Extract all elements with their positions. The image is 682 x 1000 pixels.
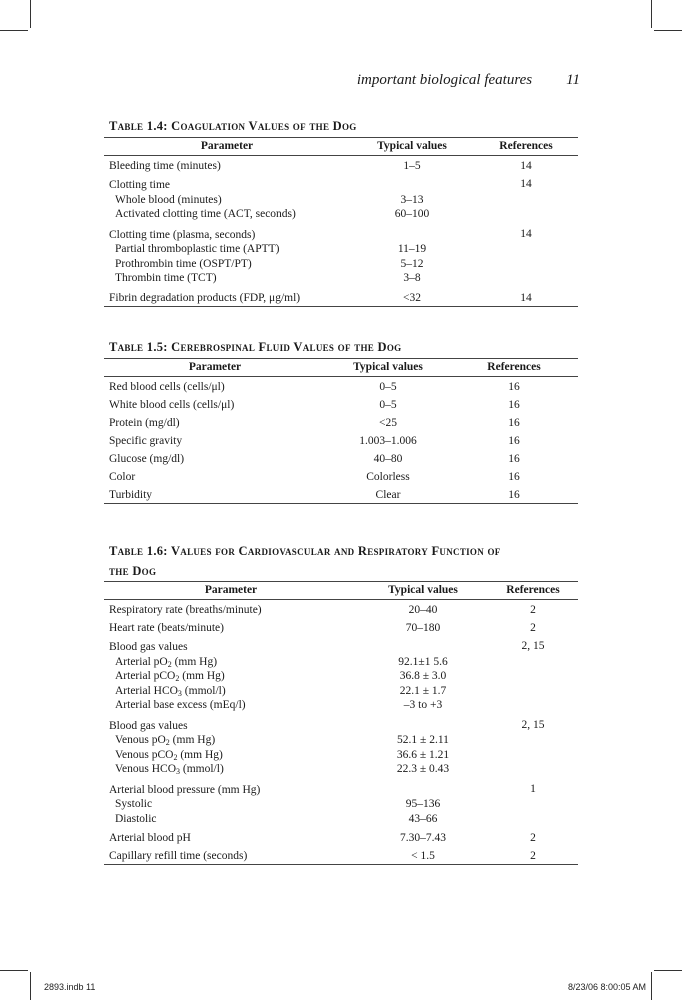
- table-row: [104, 715, 578, 779]
- running-title: important biological features: [356, 72, 533, 88]
- running-header: [357, 72, 580, 89]
- parameter-cell: [104, 174, 350, 224]
- table-title: Table 1.5: Cerebrospinal Fluid Values of the Dog: [104, 336, 578, 359]
- value-cell: Clear: [326, 485, 450, 504]
- value-cell: 7.30–7.43: [400, 832, 446, 844]
- value-cell: [358, 636, 488, 715]
- reference-cell: 16: [508, 435, 520, 447]
- parameter-cell: [104, 779, 358, 829]
- page-number: 11: [566, 72, 580, 88]
- table-row: [104, 467, 578, 485]
- value-cell: 40–80: [373, 453, 403, 465]
- value-cell: < 1.5: [358, 846, 488, 865]
- reference-cell: 16: [508, 453, 520, 465]
- sub-parameter: Thrombin time (TCT): [115, 272, 217, 284]
- parameter-cell: [104, 224, 350, 288]
- column-header: Parameter: [104, 582, 358, 600]
- sub-parameter: Whole blood (minutes): [115, 193, 222, 206]
- value-cell: 0–5: [379, 399, 397, 411]
- table-row: [104, 413, 578, 431]
- reference-cell: 16: [508, 471, 520, 483]
- value-text: 95–136: [405, 798, 441, 810]
- reference-cell: 16: [508, 381, 520, 393]
- parameter-group-label: Blood gas values: [109, 641, 188, 653]
- parameter-cell: Specific gravity: [109, 435, 183, 447]
- value-text: 36.8 ± 3.0: [399, 670, 447, 682]
- table-row: [104, 156, 578, 175]
- value-text: 5–12: [400, 257, 424, 270]
- reference-cell: 14: [520, 227, 532, 240]
- reference-cell: 2: [488, 846, 578, 865]
- value-cell: 0–5: [379, 381, 397, 393]
- table-row: [104, 377, 578, 396]
- value-cell: <32: [350, 288, 474, 307]
- table-row: [104, 846, 578, 865]
- table-row: [104, 431, 578, 449]
- column-header: References: [474, 138, 578, 156]
- parameter-cell: Arterial blood pH: [109, 832, 191, 844]
- parameter-cell: Glucose (mg/dl): [109, 453, 185, 465]
- reference-cell: 14: [520, 160, 532, 172]
- sub-parameter: Arterial $HCO_3$ (mmol/l): [115, 684, 226, 698]
- sub-parameter: Systolic: [115, 798, 153, 810]
- column-header: Typical values: [350, 138, 474, 156]
- value-cell: [350, 224, 474, 288]
- column-header: Parameter: [104, 359, 326, 377]
- parameter-group-label: Blood gas values: [109, 719, 188, 732]
- table-1-4: [104, 115, 578, 307]
- value-text: –3 to +3: [403, 699, 443, 711]
- parameter-cell: Protein (mg/dl): [109, 417, 180, 429]
- value-cell: [350, 174, 474, 224]
- sub-parameter: Arterial $pO_2$ (mm Hg): [115, 655, 218, 669]
- table-1-6: [104, 541, 578, 865]
- reference-cell: 14: [474, 288, 578, 307]
- value-cell: 1.003–1.006: [359, 435, 417, 447]
- value-cell: Colorless: [366, 471, 410, 483]
- value-text: 3–8: [403, 272, 421, 284]
- value-cell: 20–40: [408, 604, 438, 616]
- column-header: References: [488, 582, 578, 600]
- value-cell: [358, 715, 488, 779]
- sub-parameter: Diastolic: [115, 812, 157, 825]
- reference-cell: 2, 15: [521, 640, 545, 652]
- parameter-cell: [104, 715, 358, 779]
- crop-mark: [30, 0, 31, 28]
- sub-parameter: Prothrombin time (OSPT/PT): [115, 257, 252, 270]
- table-row: [104, 636, 578, 715]
- value-text: 92.1±1 5.6: [398, 655, 448, 668]
- column-header: Typical values: [326, 359, 450, 377]
- sub-parameter: Activated clotting time (ACT, seconds): [115, 208, 296, 220]
- parameter-cell: Heart rate (beats/minute): [109, 622, 224, 634]
- table-row: [104, 600, 578, 619]
- reference-cell: 1: [530, 782, 536, 795]
- sub-parameter: Venous $HCO_3$ (mmol/l): [115, 763, 224, 776]
- reference-cell: 2, 15: [521, 718, 545, 731]
- value-text: 22.1 ± 1.7: [399, 684, 447, 697]
- table-1-5: [104, 336, 578, 504]
- sub-parameter: Venous $pO_2$ (mm Hg): [115, 734, 216, 747]
- parameter-cell: Color: [109, 471, 136, 483]
- column-header: References: [450, 359, 578, 377]
- column-header: Parameter: [104, 138, 350, 156]
- table-title: Table 1.6: Values for Cardiovascular and Respiratory Function of: [109, 544, 501, 558]
- table-row: [104, 449, 578, 467]
- table-row: [104, 485, 578, 504]
- table-row: [104, 174, 578, 224]
- value-text: 43–66: [408, 812, 438, 825]
- parameter-group-label: Clotting time (plasma, seconds): [109, 228, 256, 241]
- parameter-cell: Fibrin degradation products (FDP, μg/ml): [104, 288, 350, 307]
- crop-mark: [651, 972, 652, 1000]
- crop-mark: [30, 972, 31, 1000]
- reference-cell: 16: [450, 485, 578, 504]
- crop-mark: [654, 970, 682, 971]
- table-title: Table 1.4: Coagulation Values of the Dog: [104, 115, 578, 138]
- crop-mark: [0, 30, 28, 31]
- footer-timestamp: 8/23/06 8:00:05 AM: [567, 982, 646, 992]
- parameter-cell: White blood cells (cells/μl): [109, 399, 235, 411]
- parameter-cell: Capillary refill time (seconds): [104, 846, 358, 865]
- sub-parameter: Arterial base excess (mEq/l): [115, 699, 246, 711]
- reference-cell: 16: [508, 399, 520, 411]
- footer-file: 2893.indb 11: [44, 982, 96, 992]
- sub-parameter: Venous pCO$_2$ (mm Hg): [115, 748, 223, 762]
- table-row: [104, 779, 578, 829]
- table-row: [104, 224, 578, 288]
- sub-parameter: Arterial pCO$_2$ (mm Hg): [115, 670, 225, 683]
- parameter-cell: Respiratory rate (breaths/minute): [109, 604, 262, 616]
- value-text: 36.6 ± 1.21: [396, 748, 450, 761]
- reference-cell: 14: [520, 178, 532, 190]
- crop-mark: [654, 30, 682, 31]
- crop-mark: [0, 970, 28, 971]
- value-text: 11–19: [397, 243, 427, 255]
- table-title: the Dog: [104, 561, 578, 582]
- parameter-cell: Red blood cells (cells/μl): [109, 381, 225, 393]
- parameter-cell: Bleeding time (minutes): [109, 160, 221, 172]
- reference-cell: 2: [530, 622, 536, 634]
- table-row: [104, 395, 578, 413]
- table-row: [104, 288, 578, 307]
- value-text: 3–13: [400, 193, 424, 206]
- value-cell: <25: [379, 417, 397, 429]
- parameter-group-label: Arterial blood pressure (mm Hg): [109, 783, 261, 796]
- value-cell: [358, 779, 488, 829]
- value-cell: 70–180: [405, 622, 441, 634]
- table-row: [104, 618, 578, 636]
- reference-cell: 16: [508, 417, 520, 429]
- value-cell: 1–5: [403, 160, 421, 172]
- column-header: Typical values: [358, 582, 488, 600]
- parameter-cell: [104, 636, 358, 715]
- parameter-cell: Turbidity: [104, 485, 326, 504]
- sub-parameter: Partial thromboplastic time (APTT): [115, 243, 280, 255]
- reference-cell: 2: [530, 604, 536, 616]
- value-text: 52.1 ± 2.11: [397, 734, 449, 746]
- reference-cell: 2: [530, 832, 536, 844]
- parameter-group-label: Clotting time: [109, 179, 171, 191]
- table-row: [104, 828, 578, 846]
- crop-mark: [651, 0, 652, 28]
- value-text: 60–100: [394, 208, 430, 220]
- value-text: 22.3 ± 0.43: [396, 763, 450, 775]
